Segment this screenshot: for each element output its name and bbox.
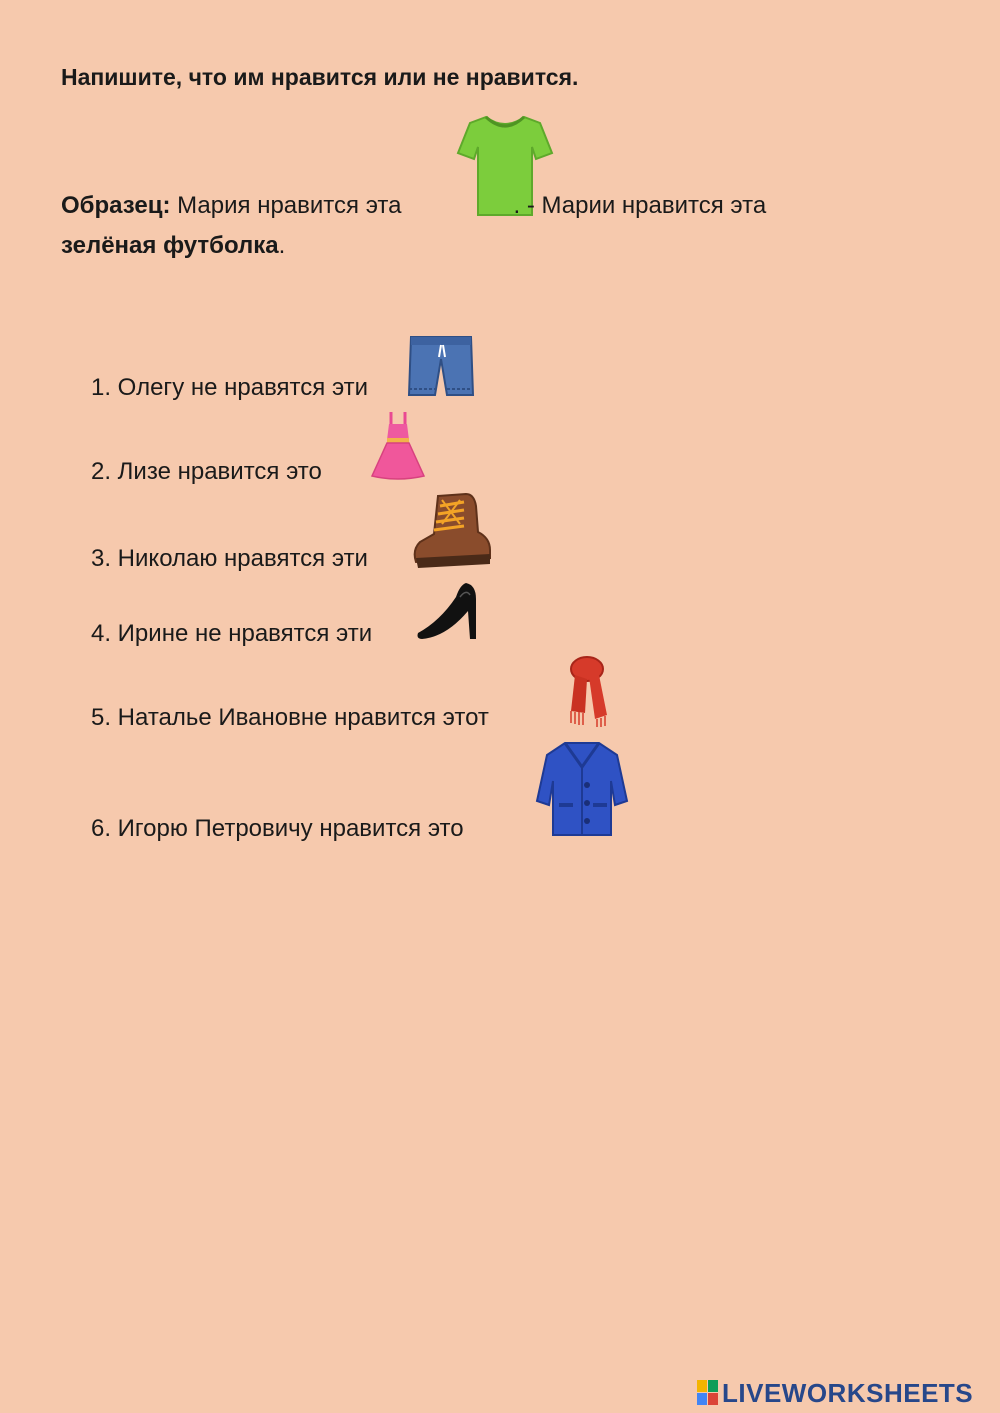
list-item <box>91 620 372 648</box>
item-text: 2. Лизе нравится это <box>91 458 322 485</box>
item-text: 4. Ирине не нравятся эти <box>91 620 373 647</box>
live-logo-icon <box>697 1380 719 1406</box>
list-item <box>91 704 489 732</box>
scarf-icon <box>561 653 609 728</box>
hiking-boot-icon <box>412 492 492 570</box>
sample-answer-end: . <box>278 232 286 259</box>
high-heel-icon <box>416 581 480 643</box>
shorts-icon <box>407 333 475 399</box>
sample-sentence <box>61 192 766 220</box>
coat-icon <box>535 741 629 838</box>
sample-label: Образец: <box>61 192 171 219</box>
list-item <box>91 458 322 486</box>
liveworksheets-logo <box>697 1378 973 1408</box>
sample-answer <box>61 232 285 260</box>
instruction-title: Напишите, что им нравится или не нравится. <box>61 64 579 90</box>
sample-text-after: . - Марии нравится эта <box>513 192 767 219</box>
brand-name: LIVEWORKSHEETS <box>722 1377 974 1408</box>
list-item <box>91 374 368 402</box>
list-item <box>91 545 368 573</box>
item-text: 3. Николаю нравятся эти <box>91 545 368 572</box>
dress-icon <box>371 410 425 480</box>
item-text: 6. Игорю Петровичу нравится это <box>91 815 464 842</box>
sample-text-before: Мария нравится эта <box>170 192 402 219</box>
sample-answer-bold: зелёная футболка <box>61 232 279 259</box>
item-text: 5. Наталье Ивановне нравится этот <box>91 704 489 731</box>
item-text: 1. Олегу не нравятся эти <box>91 374 369 401</box>
list-item <box>91 815 464 843</box>
